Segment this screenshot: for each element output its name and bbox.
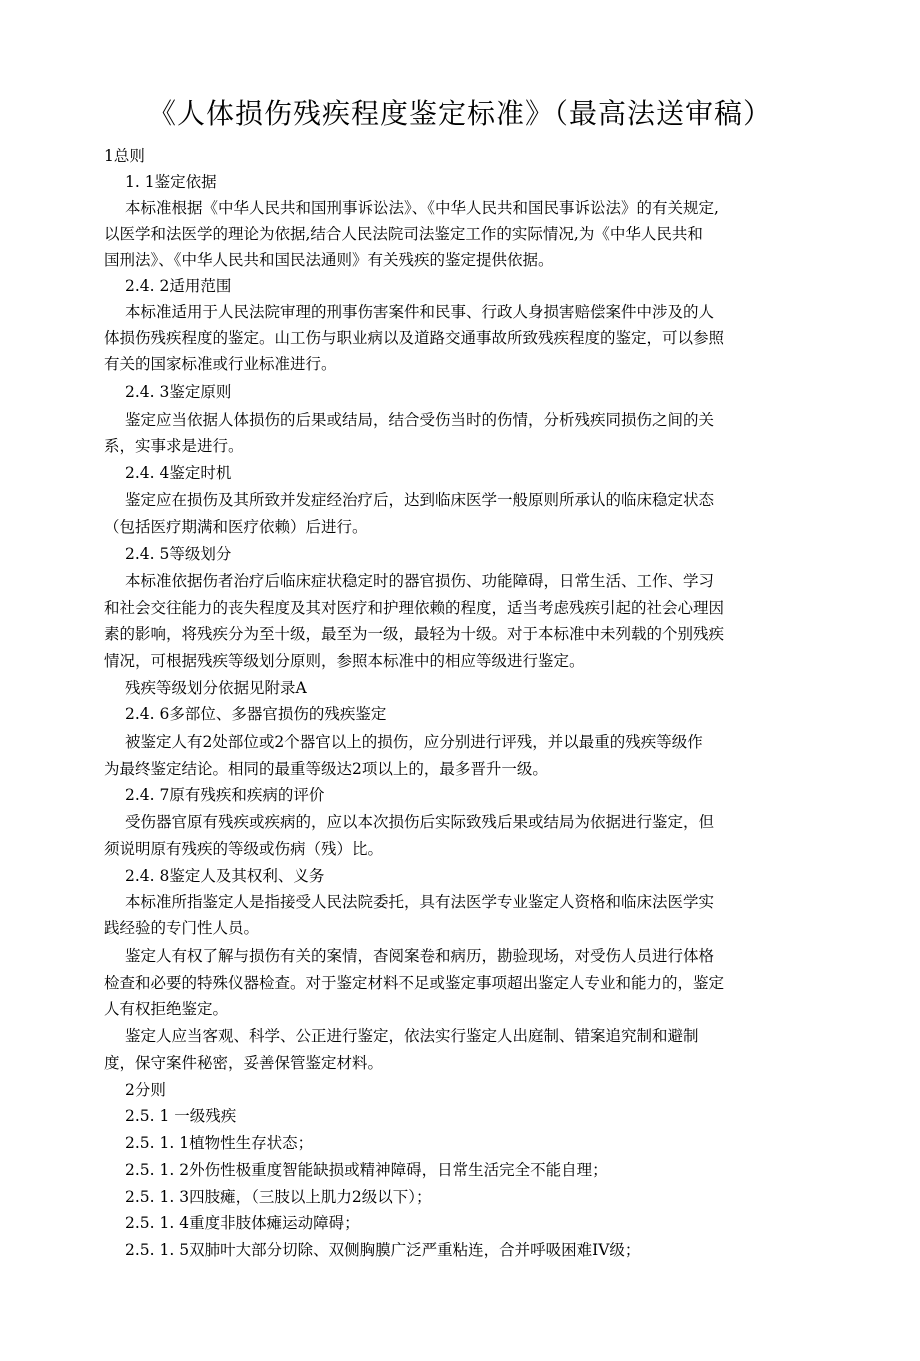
text-line: 2.4. 2适用范围: [125, 277, 232, 295]
text-line: 本标准依据伤者治疗后临床症状稳定时的器官损伤、功能障碍，日常生活、工作、学习: [125, 572, 715, 590]
text-line: 度，保守案件秘密，妥善保管鉴定材料。: [104, 1054, 384, 1072]
text-line: 本标准适用于人民法院审理的刑事伤害案件和民事、行政人身损害赔偿案件中涉及的人: [125, 303, 715, 321]
text-line: 本标准根据《中华人民共和国刑事诉讼法》、《中华人民共和国民事诉讼法》的有关规定,: [125, 199, 719, 217]
text-line: 鉴定人有权了解与损伤有关的案情，杳阅案卷和病历，勘验现场，对受伤人员进行体格: [125, 947, 715, 965]
text-line: 2.4. 5等级划分: [125, 545, 232, 563]
text-line: 为最终鉴定结论。相同的最重等级达2项以上的，最多晋升一级。: [104, 760, 548, 778]
text-line: 2.4. 3鉴定原则: [125, 383, 232, 401]
text-line: 鉴定应在损伤及其所致并发症经治疗后，达到临床医学一般原则所承认的临床稳定状态: [125, 491, 715, 509]
text-line: 被鉴定人有2处部位或2个器官以上的损伤，应分别进行评残，并以最重的残疾等级作: [125, 733, 703, 751]
text-line: 残疾等级划分依据见附录A: [125, 679, 307, 697]
text-line: 2.5. 1. 3四肢瘫，（三肢以上肌力2级以下）；: [125, 1188, 432, 1206]
text-line: 2.4. 7原有残疾和疾病的评价: [125, 786, 325, 804]
text-line: 践经验的专门性人员。: [104, 919, 260, 937]
text-line: 情况，可根据残疾等级划分原则，参照本标准中的相应等级进行鉴定。: [104, 652, 585, 670]
document-title: 《人体损伤残疾程度鉴定标准》（最高法送审稿）: [147, 97, 772, 130]
text-line: 须说明原有残疾的等级或伤病（残）比。: [104, 840, 384, 858]
text-line: 体损伤残疾程度的鉴定。山工伤与职业病以及道路交通事故所致残疾程度的鉴定，可以参照: [104, 329, 725, 347]
text-line: 1. 1鉴定依据: [125, 173, 217, 191]
text-line: 2.5. 1. 4重度非肢体瘫运动障碍；: [125, 1214, 360, 1232]
text-line: 国刑法》、《中华人民共和国民法通则》有关残疾的鉴定提供依据。: [104, 251, 554, 269]
text-line: 有关的国家标准或行业标准进行。: [104, 355, 337, 373]
text-line: 鉴定人应当客观、科学、公正进行鉴定，依法实行鉴定人出庭制、错案追究制和避制: [125, 1027, 699, 1045]
text-line: 以医学和法医学的理论为依据,结合人民法院司法鉴定工作的实际情况,为《中华人民共和: [104, 225, 703, 243]
text-line: 2.5. 1. 2外伤性极重度智能缺损或精神障碍，日常生活完全不能自理；: [125, 1161, 608, 1179]
text-line: 2.4. 8鉴定人及其权利、义务: [125, 867, 325, 885]
text-line: 1总则: [104, 147, 145, 165]
text-line: 本标准所指鉴定人是指接受人民法院委托，具有法医学专业鉴定人资格和临床法医学实: [125, 893, 715, 911]
text-line: 系，实事求是进行。: [104, 437, 244, 455]
text-line: 2.4. 6多部位、多器官损伤的残疾鉴定: [125, 705, 387, 723]
text-line: 2.5. 1 一级残疾: [125, 1107, 237, 1125]
text-line: 2.5. 1. 5双肺叶大部分切除、双侧胸膜广泛严重粘连，合并呼吸困难IV级；: [125, 1241, 641, 1259]
text-line: 检查和必要的特殊仪器检查。对于鉴定材料不足或鉴定事项超出鉴定人专业和能力的，鉴定: [104, 974, 725, 992]
text-line: 鉴定应当依据人体损伤的后果或结局，结合受伤当时的伤情，分析残疾同损伤之间的关: [125, 411, 715, 429]
text-line: 2.4. 4鉴定时机: [125, 464, 232, 482]
text-line: 素的影响，将残疾分为至十级，最至为一级，最轻为十级。对于本标准中未列载的个别残疾: [104, 625, 725, 643]
text-line: 受伤器官原有残疾或疾病的，应以本次损伤后实际致残后果或结局为依据进行鉴定，但: [125, 813, 715, 831]
text-line: 2.5. 1. 1植物性生存状态；: [125, 1134, 314, 1152]
text-line: 和社会交往能力的丧失程度及其对医疗和护理依赖的程度，适当考虑残疾引起的社会心理因: [104, 599, 725, 617]
text-line: 2分则: [125, 1081, 166, 1099]
text-line: （包括医疗期满和医疗依赖）后进行。: [104, 518, 368, 536]
text-line: 人有权拒绝鉴定。: [104, 1000, 229, 1018]
